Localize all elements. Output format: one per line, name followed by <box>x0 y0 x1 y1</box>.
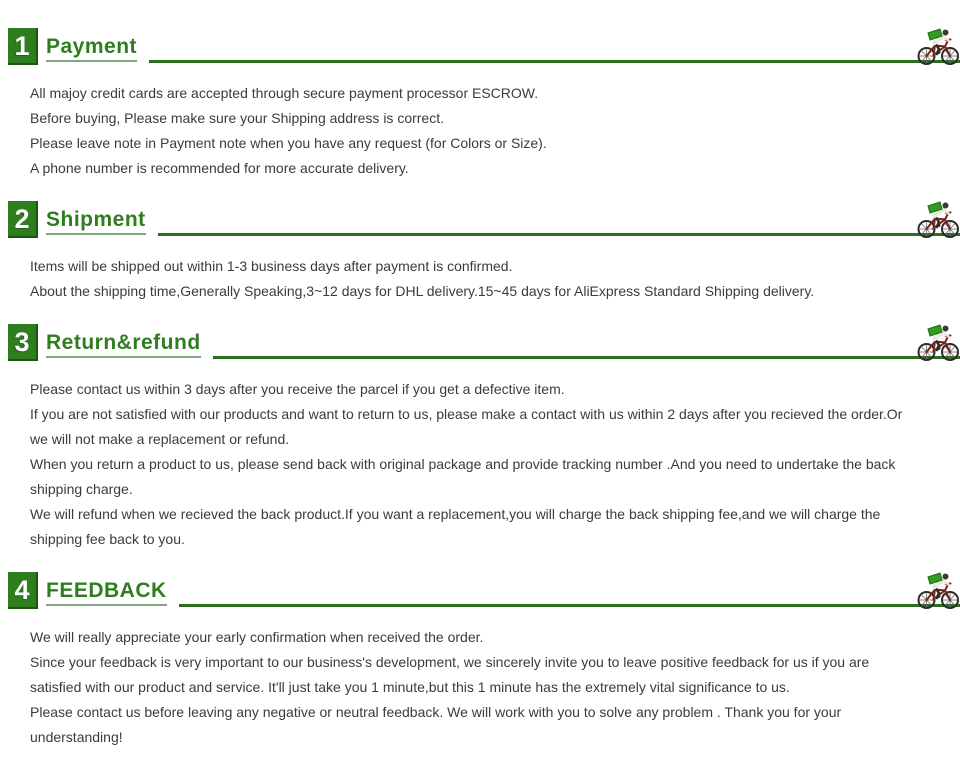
section-return-refund <box>0 324 960 552</box>
paragraph: We will refund when we recieved the back product.If you want a replacement,you will charge the back shipping fee,and we will charge the shipping fee back to you. <box>30 506 881 547</box>
paragraph: All majoy credit cards are accepted through secure payment processor ESCROW. <box>30 85 539 101</box>
section-feedback-header <box>0 572 960 614</box>
paragraph: Please contact us before leaving any negative or neutral feedback. We will work with you to solve any problem . Thank you for your understanding! <box>30 704 842 745</box>
header-rule-line <box>179 604 960 607</box>
paragraph: Since your feedback is very important to our business's development, we sincerely invite you to leave positive feedback for us if you are satisfied with our product and service. It'll just take you 1 minute,but this 1 minute has the extremely vital significance to us. <box>30 654 870 695</box>
section-feedback <box>0 572 960 750</box>
paragraph: Please contact us within 3 days after you receive the parcel if you get a defective item. <box>30 381 565 397</box>
section-payment <box>0 28 960 181</box>
header-rule-line <box>149 60 960 63</box>
courier-cyclist-icon <box>916 201 960 239</box>
section-title-payment: Payment <box>46 36 137 62</box>
paragraph: Please leave note in Payment note when you have any request (for Colors or Size). <box>30 135 547 151</box>
header-rule-line <box>213 356 960 359</box>
paragraph: We will really appreciate your early confirmation when received the order. <box>30 629 484 645</box>
header-rule-line <box>158 233 960 236</box>
section-feedback-body <box>0 625 960 750</box>
section-number-badge: 2 <box>8 201 38 238</box>
section-shipment <box>0 201 960 304</box>
section-number-badge: 1 <box>8 28 38 65</box>
section-shipment-header <box>0 201 960 243</box>
section-number-badge: 3 <box>8 324 38 361</box>
paragraph: About the shipping time,Generally Speaking,3~12 days for DHL delivery.15~45 days for AliExpress Standard Shipping delivery. <box>30 283 815 299</box>
courier-cyclist-icon <box>916 572 960 610</box>
section-title-return-refund: Return&refund <box>46 332 201 358</box>
paragraph: Items will be shipped out within 1-3 business days after payment is confirmed. <box>30 258 513 274</box>
paragraph: Before buying, Please make sure your Shipping address is correct. <box>30 110 444 126</box>
section-title-feedback: FEEDBACK <box>46 580 167 606</box>
paragraph: When you return a product to us, please send back with original package and provide tracking number .And you need to undertake the back shipping charge. <box>30 456 896 497</box>
section-title-shipment: Shipment <box>46 209 146 235</box>
section-return-refund-header <box>0 324 960 366</box>
section-payment-header <box>0 28 960 70</box>
section-number-badge: 4 <box>8 572 38 609</box>
paragraph: If you are not satisfied with our products and want to return to us, please make a contact with us within 2 days after you recieved the order.Or we will not make a replacement or refund. <box>30 406 903 447</box>
paragraph: A phone number is recommended for more accurate delivery. <box>30 160 409 176</box>
courier-cyclist-icon <box>916 324 960 362</box>
section-payment-body <box>0 81 960 181</box>
courier-cyclist-icon <box>916 28 960 66</box>
section-shipment-body <box>0 254 960 304</box>
section-return-refund-body <box>0 377 960 552</box>
